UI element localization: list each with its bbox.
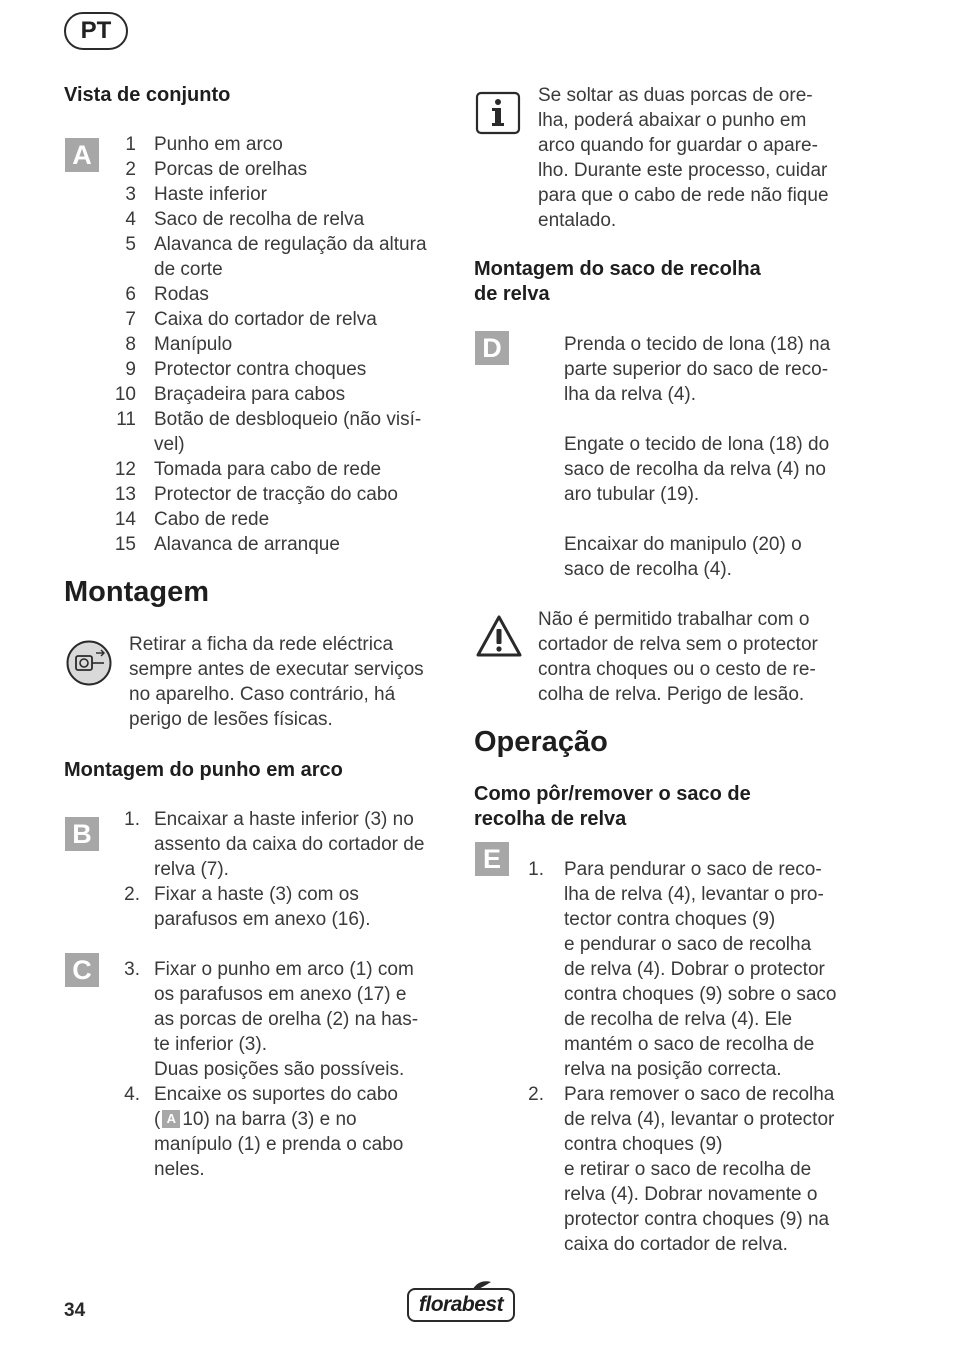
paren-open: ( [154,1109,161,1130]
op-line: de relva (4). Dobrar o protector [564,959,825,980]
bag-paragraph [564,532,864,582]
warning-line: Não é permitido trabalhar com o [538,609,810,630]
overview-item-text: Manípulo [154,334,233,355]
op-line: caixa do cortador de relva. [564,1234,788,1255]
overview-item-number: 12 [114,459,136,480]
overview-item-text: Punho em arco [154,134,283,155]
operation-heading: Operação [474,726,608,758]
operation-subheading [474,782,751,832]
overview-item-text: Alavanca de arranque [154,534,340,555]
figure-ref-e: E [475,842,509,876]
overview-item-text: Protector de tracção do cabo [154,484,398,505]
step-line: neles. [154,1159,205,1180]
overview-item-number: 7 [125,309,136,330]
step-number: 2. [528,1084,544,1105]
op-line: e retirar o saco de recolha de [564,1159,812,1180]
overview-item-text: Rodas [154,284,209,305]
overview-item-text: vel) [154,434,185,455]
op-line: protector contra choques (9) na [564,1209,830,1230]
overview-item-number: 4 [125,209,136,230]
bag-line: lha da relva (4). [564,384,697,405]
overview-item-text: Cabo de rede [154,509,270,530]
figure-ref-d: D [475,331,509,365]
bag-heading [474,257,761,307]
bag-heading-line: de relva [474,283,550,305]
overview-item-number: 10 [114,384,136,405]
figure-ref-c: C [65,953,99,987]
operation-step-text [564,1082,874,1257]
op-line: contra choques (9) sobre o saco [564,984,837,1005]
operation-subheading-line: recolha de relva [474,808,627,830]
unplug-note-line: sempre antes de executar serviços [129,659,424,680]
overview-item-number: 6 [125,284,136,305]
bag-line: Engate o tecido de lona (18) do [564,434,830,455]
step-text [154,957,459,1082]
overview-item-text: Saco de recolha de relva [154,209,365,230]
op-line: Para pendurar o saco de reco- [564,859,822,880]
step-line: Encaixe os suportes do cabo [154,1084,398,1105]
overview-item-number: 8 [125,334,136,355]
assembly-heading: Montagem [64,576,209,608]
brand-logo: florabest [407,1288,515,1322]
step-line: as porcas de orelha (2) na has- [154,1009,419,1030]
step-line: manípulo (1) e prenda o cabo [154,1134,404,1155]
bag-paragraph [564,332,864,407]
bag-line: saco de recolha da relva (4) no [564,459,826,480]
op-line: relva (4). Dobrar novamente o [564,1184,818,1205]
op-line: mantém o saco de recolha de [564,1034,815,1055]
op-line: lha de relva (4), levantar o pro- [564,884,824,905]
overview-item-text: de corte [154,259,223,280]
step-line: te inferior (3). [154,1034,267,1055]
overview-heading: Vista de conjunto [64,84,231,106]
op-line: contra choques (9) [564,1134,723,1155]
info-note-line: entalado. [538,210,617,231]
step-line: Fixar a haste (3) com os [154,884,359,905]
overview-item-text: Braçadeira para cabos [154,384,346,405]
overview-item-number: 3 [125,184,136,205]
warning-line: cortador de relva sem o protector [538,634,818,655]
overview-item-number: 13 [114,484,136,505]
step-line: parafusos em anexo (16). [154,909,371,930]
operation-step-text [564,857,874,1082]
warning-line: colha de relva. Perigo de lesão. [538,684,805,705]
figure-ref-a: A [65,138,99,172]
step-number: 4. [124,1084,140,1105]
op-line: tector contra choques (9) [564,909,776,930]
warning-icon [475,614,523,658]
info-icon [475,91,521,135]
info-note-line: lho. Durante este processo, cuidar [538,160,828,181]
page-number: 34 [64,1300,86,1321]
overview-item-text: Alavanca de regulação da altura [154,234,427,255]
step-line: assento da caixa do cortador de [154,834,425,855]
info-note-line: lha, poderá abaixar o punho em [538,110,807,131]
overview-item-text: Haste inferior [154,184,267,205]
bag-heading-line: Montagem do saco de recolha [474,258,761,280]
step-line: Encaixar a haste inferior (3) no [154,809,414,830]
warning-note [538,607,868,707]
overview-item-text: Botão de desbloqueio (não visí- [154,409,422,430]
info-note-line: Se soltar as duas porcas de ore- [538,85,813,106]
overview-item-number: 2 [125,159,136,180]
step-text [154,882,459,932]
unplug-note-line: perigo de lesões físicas. [129,709,333,730]
unplug-note [129,632,459,732]
step-number: 1. [124,809,140,830]
bag-line: aro tubular (19). [564,484,700,505]
step-text [154,1082,459,1182]
step-number: 3. [124,959,140,980]
step-line [154,1107,459,1132]
overview-item-text: Protector contra choques [154,359,367,380]
bag-line: saco de recolha (4). [564,559,732,580]
inline-figure-ref-a: A [162,1110,180,1128]
info-note [538,83,868,233]
overview-item-text: Porcas de orelhas [154,159,308,180]
overview-item-number: 14 [114,509,136,530]
step-number: 2. [124,884,140,905]
bag-line: parte superior do saco de reco- [564,359,829,380]
handle-heading: Montagem do punho em arco [64,759,343,781]
unplug-note-line: no aparelho. Caso contrário, há [129,684,396,705]
bag-line: Encaixar do manipulo (20) o [564,534,802,555]
info-note-line: arco quando for guardar o apare- [538,135,818,156]
language-badge: PT [64,12,128,50]
unplug-note-line: Retirar a ficha da rede eléctrica [129,634,394,655]
step-line: os parafusos em anexo (17) e [154,984,407,1005]
overview-item-text: Tomada para cabo de rede [154,459,382,480]
overview-item-text: Caixa do cortador de relva [154,309,377,330]
op-line: relva na posição correcta. [564,1059,782,1080]
step-text [154,807,459,882]
op-line: Para remover o saco de recolha [564,1084,835,1105]
step-line: relva (7). [154,859,229,880]
step-line: Duas posições são possíveis. [154,1059,405,1080]
operation-subheading-line: Como pôr/remover o saco de [474,783,751,805]
unplug-icon [66,640,112,686]
step-line: Fixar o punho em arco (1) com [154,959,414,980]
op-line: de recolha de relva (4). Ele [564,1009,793,1030]
overview-item-number: 15 [114,534,136,555]
warning-line: contra choques ou o cesto de re- [538,659,816,680]
bag-line: Prenda o tecido de lona (18) na [564,334,831,355]
overview-item-number: 11 [116,409,136,430]
op-line: e pendurar o saco de recolha [564,934,812,955]
step-number: 1. [528,859,544,880]
overview-item-number: 1 [125,134,136,155]
overview-item-number: 9 [125,359,136,380]
op-line: de relva (4), levantar o protector [564,1109,835,1130]
figure-ref-b: B [65,817,99,851]
step-line-rest: 10) na barra (3) e no [182,1109,357,1130]
overview-item-number: 5 [125,234,136,255]
info-note-line: para que o cabo de rede não fique [538,185,829,206]
bag-paragraph [564,432,864,507]
